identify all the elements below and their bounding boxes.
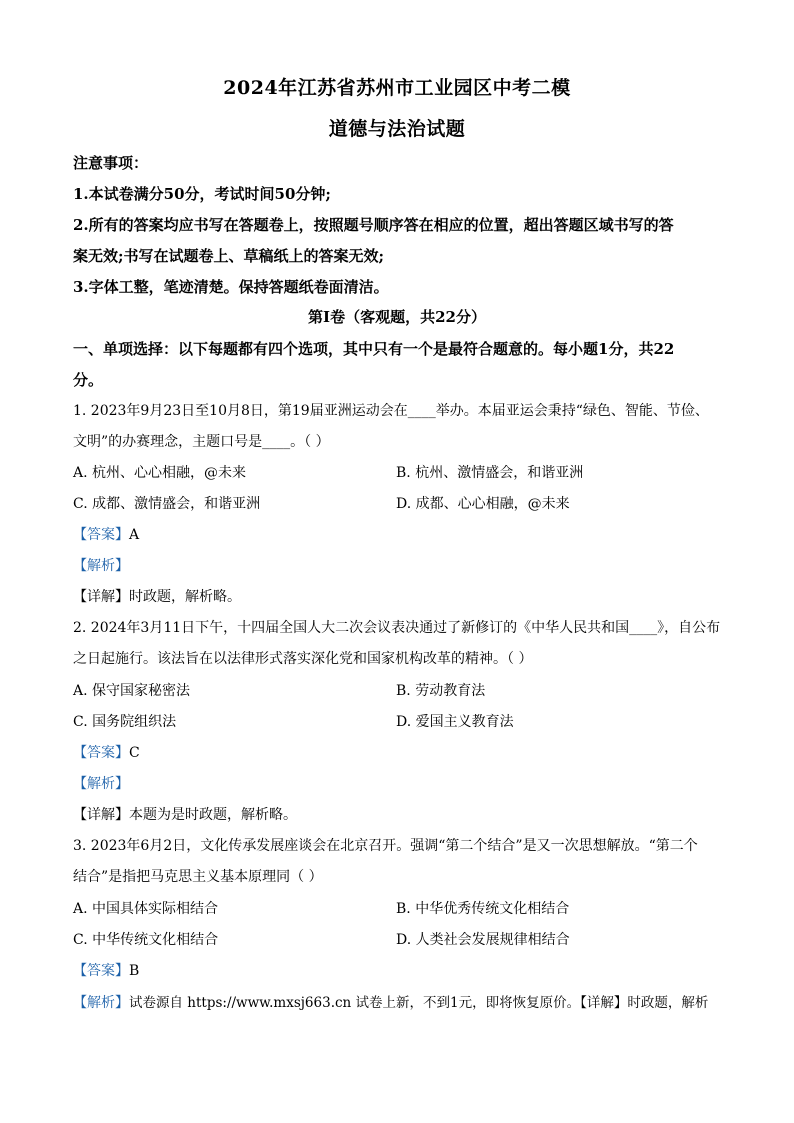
question-2-detail bbox=[73, 804, 723, 824]
notice-heading: 注意事项： bbox=[73, 154, 149, 172]
question-2-stem-line-2: 之日起施行。该法旨在以法律形式落实深化党和国家机构改革的精神。（ ） bbox=[73, 651, 533, 667]
question-3-option-d: D. 人类社会发展规律相结合 bbox=[396, 932, 570, 948]
question-3-option-b: B. 中华优秀传统文化相结合 bbox=[396, 901, 570, 917]
question-3-option-c: C. 中华传统文化相结合 bbox=[73, 932, 219, 948]
question-3-option-a: A. 中国具体实际相结合 bbox=[73, 901, 219, 917]
notice-item-2-line-2: 案无效;书写在试题卷上、草稿纸上的答案无效; bbox=[73, 247, 385, 265]
notice-item-2-line-1: 2.所有的答案均应书写在答题卷上，按照题号顺序答在相应的位置，超出答题区域书写的答 bbox=[73, 216, 674, 234]
question-1-answer bbox=[73, 524, 723, 544]
question-3-analysis bbox=[73, 991, 723, 1012]
notice-item-3: 3.字体工整，笔迹清楚。保持答题纸卷面清洁。 bbox=[73, 278, 389, 296]
exam-title: 2024年江苏省苏州市工业园区中考二模 bbox=[223, 77, 571, 99]
question-2-answer bbox=[73, 742, 723, 762]
answer-value: C bbox=[129, 745, 140, 761]
question-2-option-b: B. 劳动教育法 bbox=[396, 683, 486, 699]
question-1-option-a: A. 杭州、心心相融，@未来 bbox=[73, 465, 247, 481]
question-2-analysis bbox=[73, 773, 723, 793]
analysis-tag: 【解析】 bbox=[73, 558, 129, 574]
question-2-option-c: C. 国务院组织法 bbox=[73, 714, 177, 730]
detail-tag: 【详解】 bbox=[73, 589, 129, 605]
detail-text: 时政题，解析 bbox=[627, 995, 709, 1011]
detail-text: 时政题，解析略。 bbox=[129, 589, 241, 605]
section-title: 第Ⅰ卷（客观题，共22分） bbox=[308, 308, 486, 326]
answer-tag: 【答案】 bbox=[73, 963, 129, 979]
analysis-text: 试卷源自 https://www.mxsj663.cn 试卷上新，不到1元，即将恢复原价。 bbox=[129, 995, 581, 1011]
detail-tag: 【详解】 bbox=[73, 807, 129, 823]
question-1-option-b: B. 杭州、激情盛会，和谐亚洲 bbox=[396, 465, 584, 481]
question-2-stem-line-1: 2. 2024年3月11日下午，十四届全国人大二次会议表决通过了新修订的《中华人民共和国____》，自公布 bbox=[73, 620, 721, 636]
analysis-tag: 【解析】 bbox=[73, 776, 129, 792]
question-1-option-c: C. 成都、激情盛会，和谐亚洲 bbox=[73, 496, 261, 512]
answer-value: B bbox=[129, 963, 140, 979]
question-1-option-d: D. 成都、心心相融，@未来 bbox=[396, 496, 570, 512]
section-instruction-line-2: 分。 bbox=[73, 371, 104, 389]
question-2-option-a: A. 保守国家秘密法 bbox=[73, 683, 191, 699]
detail-tag: 【详解】 bbox=[580, 995, 628, 1011]
answer-tag: 【答案】 bbox=[73, 527, 129, 543]
detail-text: 本题为是时政题，解析略。 bbox=[129, 807, 297, 823]
notice-item-1: 1.本试卷满分50分，考试时间50分钟; bbox=[73, 185, 331, 203]
question-1-analysis bbox=[73, 555, 723, 575]
answer-tag: 【答案】 bbox=[73, 745, 129, 761]
answer-value: A bbox=[129, 527, 140, 543]
question-3-stem-line-1: 3. 2023年6月2日，文化传承发展座谈会在北京召开。强调“第二个结合”是又一次思想解放。“第二个 bbox=[73, 838, 698, 854]
question-1-stem-line-1: 1. 2023年9月23日至10月8日，第19届亚洲运动会在____举办。本届亚运会秉持“绿色、智能、节俭、 bbox=[73, 403, 709, 419]
question-3-answer bbox=[73, 960, 723, 980]
question-2-option-d: D. 爱国主义教育法 bbox=[396, 714, 514, 730]
exam-subtitle: 道德与法治试题 bbox=[328, 118, 466, 140]
question-1-detail bbox=[73, 586, 723, 606]
section-instruction-line-1: 一、单项选择：以下每题都有四个选项，其中只有一个是最符合题意的。每小题1分，共22 bbox=[73, 340, 675, 358]
analysis-tag: 【解析】 bbox=[73, 995, 129, 1011]
question-3-stem-line-2: 结合”是指把马克思主义基本原理同（ ） bbox=[73, 869, 323, 885]
question-1-stem-line-2: 文明”的办赛理念，主题口号是____。（ ） bbox=[73, 434, 330, 450]
